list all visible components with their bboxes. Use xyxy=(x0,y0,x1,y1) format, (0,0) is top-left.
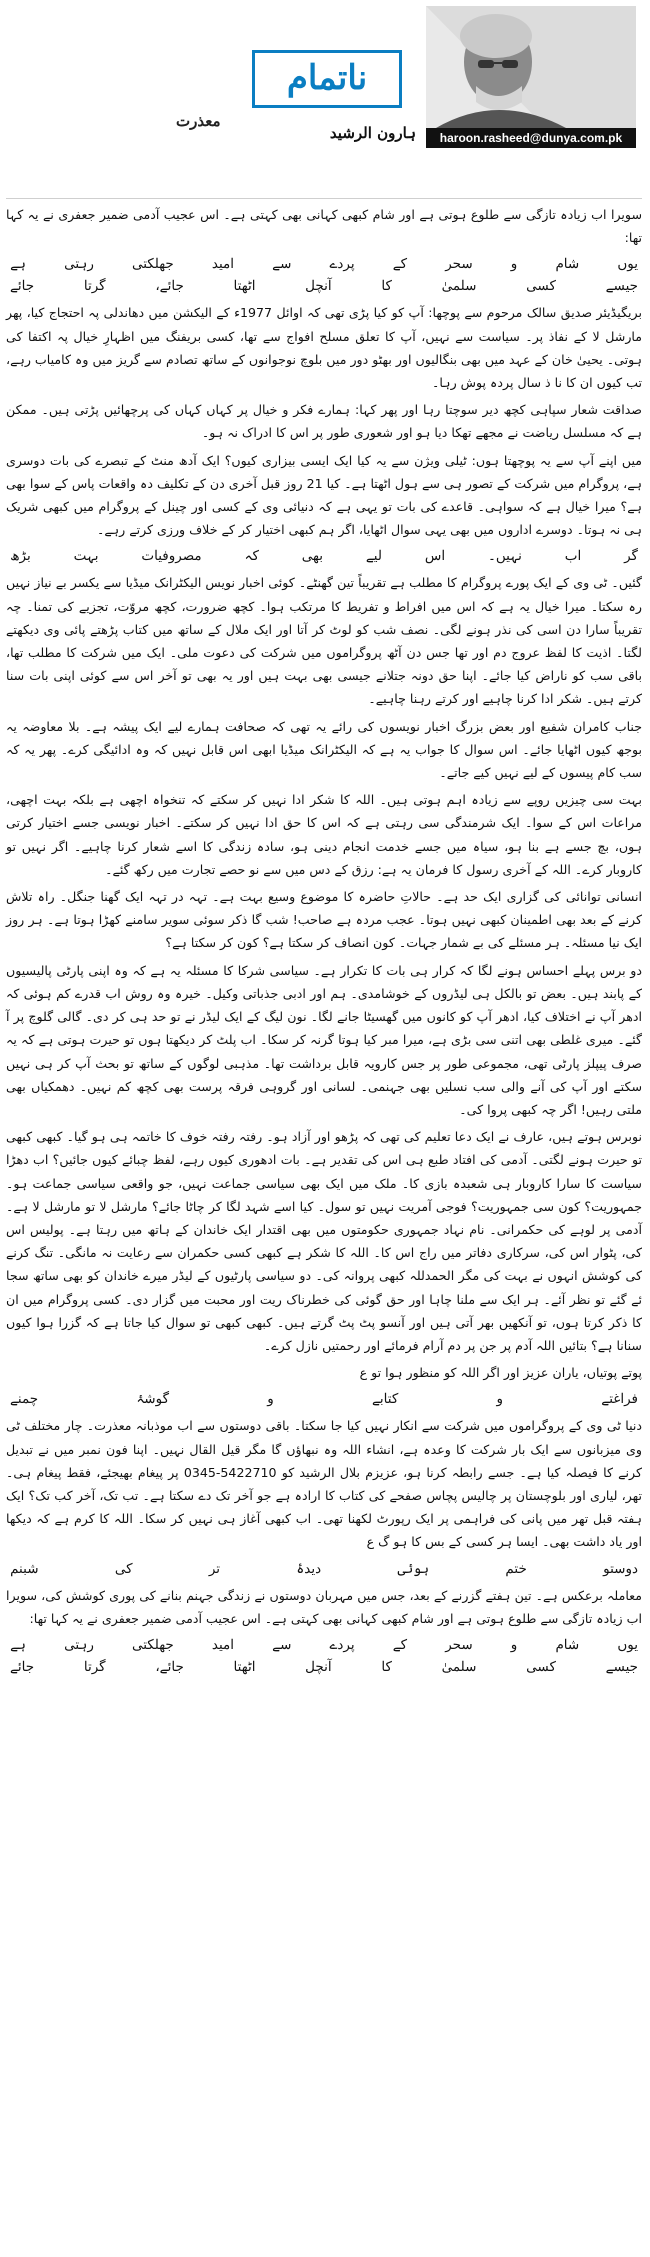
verse-word: بھی xyxy=(301,548,323,565)
verse-word: جائے، xyxy=(155,278,184,295)
author-photo xyxy=(426,6,636,128)
verse-word: آنچل xyxy=(305,278,332,295)
verse-word: ہے xyxy=(10,1636,26,1653)
verse-word: جائے، xyxy=(155,1658,184,1675)
verse-word: شبنم xyxy=(10,1560,39,1577)
verse-word: یوں xyxy=(617,256,638,273)
verse-word: و xyxy=(510,1636,518,1653)
couplet xyxy=(6,1634,642,1678)
verse-word: و xyxy=(267,1391,274,1408)
paragraph: گئیں۔ ٹی وی کے ایک پورے پروگرام کا مطلب ہے تقریباً تین گھنٹے۔ کوئی اخبار نویس الیکٹرانک میڈیا سے یکسر بے نیاز نہیں رہ سکتا۔ میرا خیال یہ ہے کہ اس میں افراط و تفریط کا مرتکب ہوا۔ کچھ ضرورت، کچھ مروّت، تجزیے کی تمنا۔ چہ تقریباً سارا دن اسی کی نذر ہونے لگی۔ نصف شب کو لوٹ کر آتا اور ایک ملال کے ساتھ میں کتاب پڑھتے پائی وی دیکھتے لگتا۔ اذیت کا لفظ عروج دم اور تھا جس دن آٹھ پروگراموں میں شرکت کی دعوت ملی۔ ایک میں شرکت کا مطلب تھا، باقی سب کو ناراض کیا جائے۔ اپنا حق دونہ جتلانے جیسی بھی بہت ہیں اور یہ بھی تو آخر اس سے کوئی اپنی بات سنا کرتے ہیں۔ شکر ادا کرنا چاہیے اور کرتے رہنا چاہیے۔ xyxy=(6,575,642,707)
paragraph: میں اپنے آپ سے یہ پوچھتا ہوں: ٹیلی ویژن سے یہ کیا ایک ایسی بیزاری کیوں؟ ایک آدھ منٹ کے تبصرے کی بات دوسری ہے، پروگرام میں شرکت کے تصور ہی سے ہول اٹھتا ہے۔ کیا 21 روز قبل آخری دن کے تکلیف دہ واقعات پاس کے سوا بھی ہے؟ میرا خیال ہے کہ سواہی۔ قاعدے کی بات تو یہی ہے کہ دنیائی وی کے کسی اور چینل کے پروگرام میں کبھی شریک ہی نہ ہوتا۔ دوسرے اداروں میں بھی یہی سوال اٹھایا، اگر ہم کبھی اختیار کر کے خلاف ورزی کرتے رہے۔ xyxy=(6,452,642,538)
verse-word: بہت xyxy=(73,548,99,565)
verse-word: شام xyxy=(555,1636,580,1653)
paragraph: انسانی توانائی کی گزاری ایک حد ہے۔ حالاتِ حاضرہ کا موضوع وسیع بہت ہے۔ تہہ در تہہ ایک گھنا جنگل۔ راہ تلاش کرنے کے بعد بھی اطمینان کبھی نہیں ہوتا۔ عجب مردہ ہے صاحب! شب گا ذکر سوئی سویر سامنے کھڑا ہوتا ہے۔ ہر روز ایک نیا مسئلہ۔ ہر مسئلے کی بے شمار جہات۔ کون انصاف کر سکتا ہے؟ کون کر سکتا ہے؟ xyxy=(6,889,642,951)
verse-word: سلمیٰ xyxy=(441,1658,477,1675)
couplet xyxy=(6,1388,642,1410)
verse-word: رہتی xyxy=(64,256,94,273)
column-header xyxy=(6,0,642,199)
verse-word: پردے xyxy=(329,1636,355,1653)
verse-word: اٹھتا xyxy=(233,278,256,295)
verse-line xyxy=(10,545,638,567)
verse-word: سلمیٰ xyxy=(441,278,477,295)
verse-word: کے xyxy=(392,256,408,273)
verse-word: گرتا xyxy=(83,1658,106,1675)
paragraph: صداقت شعار سپاہی کچھ دیر سوچتا رہا اور پھر کہا: ہمارے فکر و خیال پر کہاں کہاں کی پرچھائیں پڑتی ہیں۔ ممکن ہے کہ مسلسل ریاضت نے مجھے تھکا دیا ہو اور شعوری طور پر اس کا ادراک نہ ہو۔ xyxy=(6,402,642,441)
verse-word: و xyxy=(496,1391,504,1408)
verse-word: جھلکتی xyxy=(131,256,174,273)
verse-word: نہیں۔ xyxy=(487,548,522,565)
verse-word: لیے xyxy=(365,548,382,565)
verse-word: امید xyxy=(211,256,235,273)
author-portrait-graphic xyxy=(426,6,636,128)
verse-word: جائے xyxy=(10,278,35,295)
paragraph: بریگیڈیئر صدیق سالک مرحوم سے پوچھا: آپ کو کیا پڑی تھی کہ اوائل 1977ء کے الیکشن میں دھاندلی پہ احتجاج کیا، پھر مارشل لا کے نفاذ پر۔ سیاست سے نہیں، آپ کا تعلق مسلح افواج سے تھا، کسی بریفنگ میں اظہارِ خیال پہ اکتفا کی ہوتی۔ یحییٰ خان کے عہد میں بھی بنگالیوں اور بھٹو دور میں بلوچ نوجوانوں کے ساتھ تصادم سے گریز میں وہ کامیاب رہے، تب کیوں ان کا نا ذ سال پردہ پوش رہا۔ xyxy=(6,305,642,391)
verse-word: سحر xyxy=(445,1636,473,1653)
verse-line xyxy=(10,275,638,297)
paragraph: سویرا اب زیادہ تازگی سے طلوع ہوتی ہے اور شام کبھی کہانی بھی کہتی ہے۔ اس عجیب آدمی ضمیر جعفری نے یہ کہا تھا: xyxy=(6,207,642,246)
verse-word: کا xyxy=(381,1658,392,1675)
verse-word: ختم xyxy=(505,1560,527,1577)
verse-word: یوں xyxy=(617,1636,638,1653)
verse-word: فراغتے xyxy=(601,1391,638,1408)
couplet xyxy=(6,253,642,297)
verse-line xyxy=(10,1558,638,1580)
verse-word: سے xyxy=(272,256,292,273)
verse-word: جیسے xyxy=(605,278,638,295)
verse-word: ہے xyxy=(10,256,26,273)
couplet xyxy=(6,545,642,567)
column-title: ناتمام xyxy=(252,50,402,108)
article-body xyxy=(6,199,642,1678)
verse-word: مصروفیات xyxy=(141,548,202,565)
verse-word: بڑھ xyxy=(10,548,31,565)
verse-word: کی xyxy=(114,1560,133,1577)
paragraph: بہت سی چیزیں روپے سے زیادہ اہم ہوتی ہیں۔ اللہ کا شکر ادا نہیں کر سکتے کہ تنخواہ اچھی ہے بلکہ بہت اچھی، مراعات اس کے سوا۔ ایک شرمندگی سی رہتی ہے کہ اس کا حق ادا نہیں کر سکتے۔ اخبار نویسی جسے اختیار کرتی ہوں، بچ جسے ہے بنا ہو، سیاہ میں جسے خدمت انجام دینی ہو، سادہ زندگی کا اسے شعار کرنا چاہیے۔ اگر نہیں تو کاروبار کرے۔ اللہ کے آخری رسول کا فرمان یہ ہے: رزق کے دس میں سے نو حصے تجارت میں رکھ گئے۔ xyxy=(6,792,642,877)
verse-word: تر xyxy=(208,1560,221,1577)
verse-line xyxy=(10,1656,638,1678)
couplet xyxy=(6,1558,642,1580)
verse-word: دوستو xyxy=(603,1560,638,1577)
article-subject: معذرت xyxy=(176,112,221,130)
verse-word: اٹھتا xyxy=(233,1658,256,1675)
verse-word: اس xyxy=(424,548,446,565)
verse-word: و xyxy=(510,256,518,273)
verse-word: کسی xyxy=(526,278,556,295)
paragraph: دنیا ٹی وی کے پروگراموں میں شرکت سے انکار نہیں کیا جا سکتا۔ باقی دوستوں سے اب موذبانہ معذرت۔ چار مختلف ٹی وی میزبانوں سے ایک بار شرکت کا وعدہ ہے، انشاء اللہ وہ نبھاؤں گا مگر قیل القال نہیں۔ اپنا فون نمبر میں نے تبدیل کرنے کا فیصلہ کیا ہے۔ جسے رابطہ کرنا ہو، عزیزم بلال الرشید کو 5422710-0345 پر پیغام بھیجئے، فقط پیغام ہی۔ تھر، لیاری اور بلوچستان پر چالیس پچاس صفحے کی کتاب کا ارادہ ہے جو آخر تک دے سکتا ہے۔ تب تک، آخر کب تک؟ ایک ہفتہ قبل تھر میں پانی کی فراہمی پر ایک رپورٹ لکھنا تھی۔ اب کبھی آغاز ہی نہیں کر سکا۔ اللہ کا کرم ہے کہ دیکھا اور یاد داشت بھی۔ ایسا ہر کسی کے بس کا ہو گ ع xyxy=(6,1418,642,1550)
author-name: ہارون الرشید xyxy=(329,124,416,142)
verse-word: رہتی xyxy=(64,1636,94,1653)
verse-word: کسی xyxy=(526,1658,556,1675)
verse-word: شام xyxy=(555,256,580,273)
verse-line xyxy=(10,1634,638,1656)
verse-word: کہ xyxy=(244,548,259,565)
paragraph: دو برس پہلے احساس ہونے لگا کہ کرار ہی بات کا تکرار ہے۔ سیاسی شرکا کا مسئلہ یہ ہے کہ وہ اپنی پارٹی پالیسیوں کے پابند ہیں۔ بعض تو بالکل ہی لیڈروں کے خوشامدی۔ ہم اور ادبی جذباتی وکیل۔ خیرہ وہ روش اب قدرے کم ہوئی کہ ادھر آپ نے اختلاف کیا، ادھر آپ کو کانوں میں گھسیٹا جانے لگا۔ نون لیگ کے ایک لیڈر نے تو حد ہی کر دی۔ گالی گلوچ پر آ گئے۔ میری غلطی بھی اتنی سی بڑی ہے، میرا مبر کیا ہوتا گرنہ کر سکا۔ اب پلٹ کر دیکھتا ہوں تو حیرت ہوتی ہے کہ یہ صرف پیپلز پارٹی تھی، مجموعی طور پر جس کارویہ قابل برداشت تھا۔ مذہبی لوگوں کے ساتھ تو بحث آپ کر ہی نہیں سکتے اور آپ کی آنے والی سب نسلیں بھی جہنمی۔ لسانی اور گروہی فرقہ پرست بھی کچھ کم نہیں۔ دھمکیاں بھی ملتی رہیں! اگر چہ کبھی پروا کی۔ xyxy=(6,962,642,1117)
verse-word: کے xyxy=(392,1636,408,1653)
paragraph: نوبرس ہوتے ہیں، عارف نے ایک دعا تعلیم کی تھی کہ پڑھو اور آزاد ہو۔ رفتہ رفتہ خوف کا خاتمہ ہی ہو گیا۔ کبھی کبھی تو حیرت ہونے لگتی۔ آدمی کی افتاد طبع ہی اس کی تقدیر ہے۔ بات ادھوری کیوں رہے، لفظ چبائے کیوں جائیں؟ اب دھڑا سیاست کا سارا کاروبار ہی شعبدہ بازی کا۔ ملک میں ایک بھی سیاسی جماعت نہیں، جو واقعی سیاسی جماعت ہو۔ جمہوریت؟ کون سی جمہوریت؟ فوجی آمریت نہیں تو سول۔ کیا اسے شہد لگا کر چاٹا جائے؟ مارشل لا تو مارشل لا ہے۔ آدمی پر لوہے کی حکمرانی۔ نام نہاد جمہوری حکومتوں میں بھی اقتدار ایک خاندان کے ہاتھ میں رہتا ہے۔ پولیس اس کی، پٹوار اس کی، سرکاری دفاتر میں راج اس کا۔ اللہ کا شکر ہے کبھی کسی حکمران سے رعایت نہ مانگی۔ تنگ کرنے کی کوشش انہوں نے بہت کی مگر الحمدللہ کبھی پروانہ کی۔ دو سیاسی پارٹیوں کے لیڈر میرے خاندان کو بھی ساتھ سجا ئے گئے تو نظر آئے۔ ہر ایک سے ملنا چاہا اور حق گوئی کی خطرناک ریت اور محبت میں گزار دی۔ کسی پروگرام میں ان کا ذکر کرتا ہوں، تو آنکھیں بھر آتی ہیں اور آنسو پٹ پٹ گرتے ہیں۔ کبھی کبھی تو سوال کیا جاتا ہے کہ گزرا ہوا کیوں سنانا ہے؟ بتائیں اللہ آدم پر جن پر دم آرام فرمائے اور رحمتیں نازل کرے۔ xyxy=(6,1129,642,1353)
verse-word: سے xyxy=(272,1636,292,1653)
verse-word: کتابے xyxy=(372,1391,399,1408)
verse-line xyxy=(10,253,638,275)
verse-word: گرتا xyxy=(83,278,106,295)
paragraph: معاملہ برعکس ہے۔ تین ہفتے گزرنے کے بعد، جس میں مہربان دوستوں نے زندگی جہنم بنانے کی پوری کوشش کی، سویرا اب زیادہ تازگی سے طلوع ہوتی ہے اور شام کبھی کہانی بھی کہتی ہے۔ اس عجیب آدمی ضمیر جعفری نے یہ کہا تھا: xyxy=(6,1587,642,1626)
verse-word: چمنے xyxy=(10,1391,39,1408)
verse-word: ہوئی xyxy=(397,1560,430,1577)
verse-word: اب xyxy=(564,548,582,565)
author-email: haroon.rasheed@dunya.com.pk xyxy=(426,128,636,148)
verse-word: کا xyxy=(381,278,392,295)
verse-word: جھلکتی xyxy=(131,1636,174,1653)
verse-word: آنچل xyxy=(305,1658,332,1675)
verse-word: سحر xyxy=(445,256,473,273)
verse-word: پردے xyxy=(329,256,355,273)
verse-line xyxy=(10,1388,638,1410)
paragraph: جناب کامران شفیع اور بعض بزرگ اخبار نویسوں کی رائے یہ تھی کہ صحافت ہمارے لیے ایک پیشہ ہے۔ بلا معاوضہ یہ بوجھ کیوں اٹھایا جائے۔ اس سوال کا جواب یہ ہے کہ الیکٹرانک میڈیا ابھی اس قابل نہیں کہ وہ ادائیگی کرے۔ پھر یہ کہ سب کام پیسوں کے لیے نہیں کیے جاتے۔ xyxy=(6,718,642,781)
verse-word: جائے xyxy=(10,1658,35,1675)
paragraph: پوتے پوتیاں، یاران عزیز اور اگر اللہ کو منظور ہوا تو ع xyxy=(359,1365,642,1381)
verse-word: گر xyxy=(624,548,638,565)
verse-word: امید xyxy=(211,1636,235,1653)
verse-word: دیدۂ xyxy=(296,1560,322,1577)
verse-word: گوشۂ xyxy=(136,1391,169,1408)
verse-word: جیسے xyxy=(605,1658,638,1675)
